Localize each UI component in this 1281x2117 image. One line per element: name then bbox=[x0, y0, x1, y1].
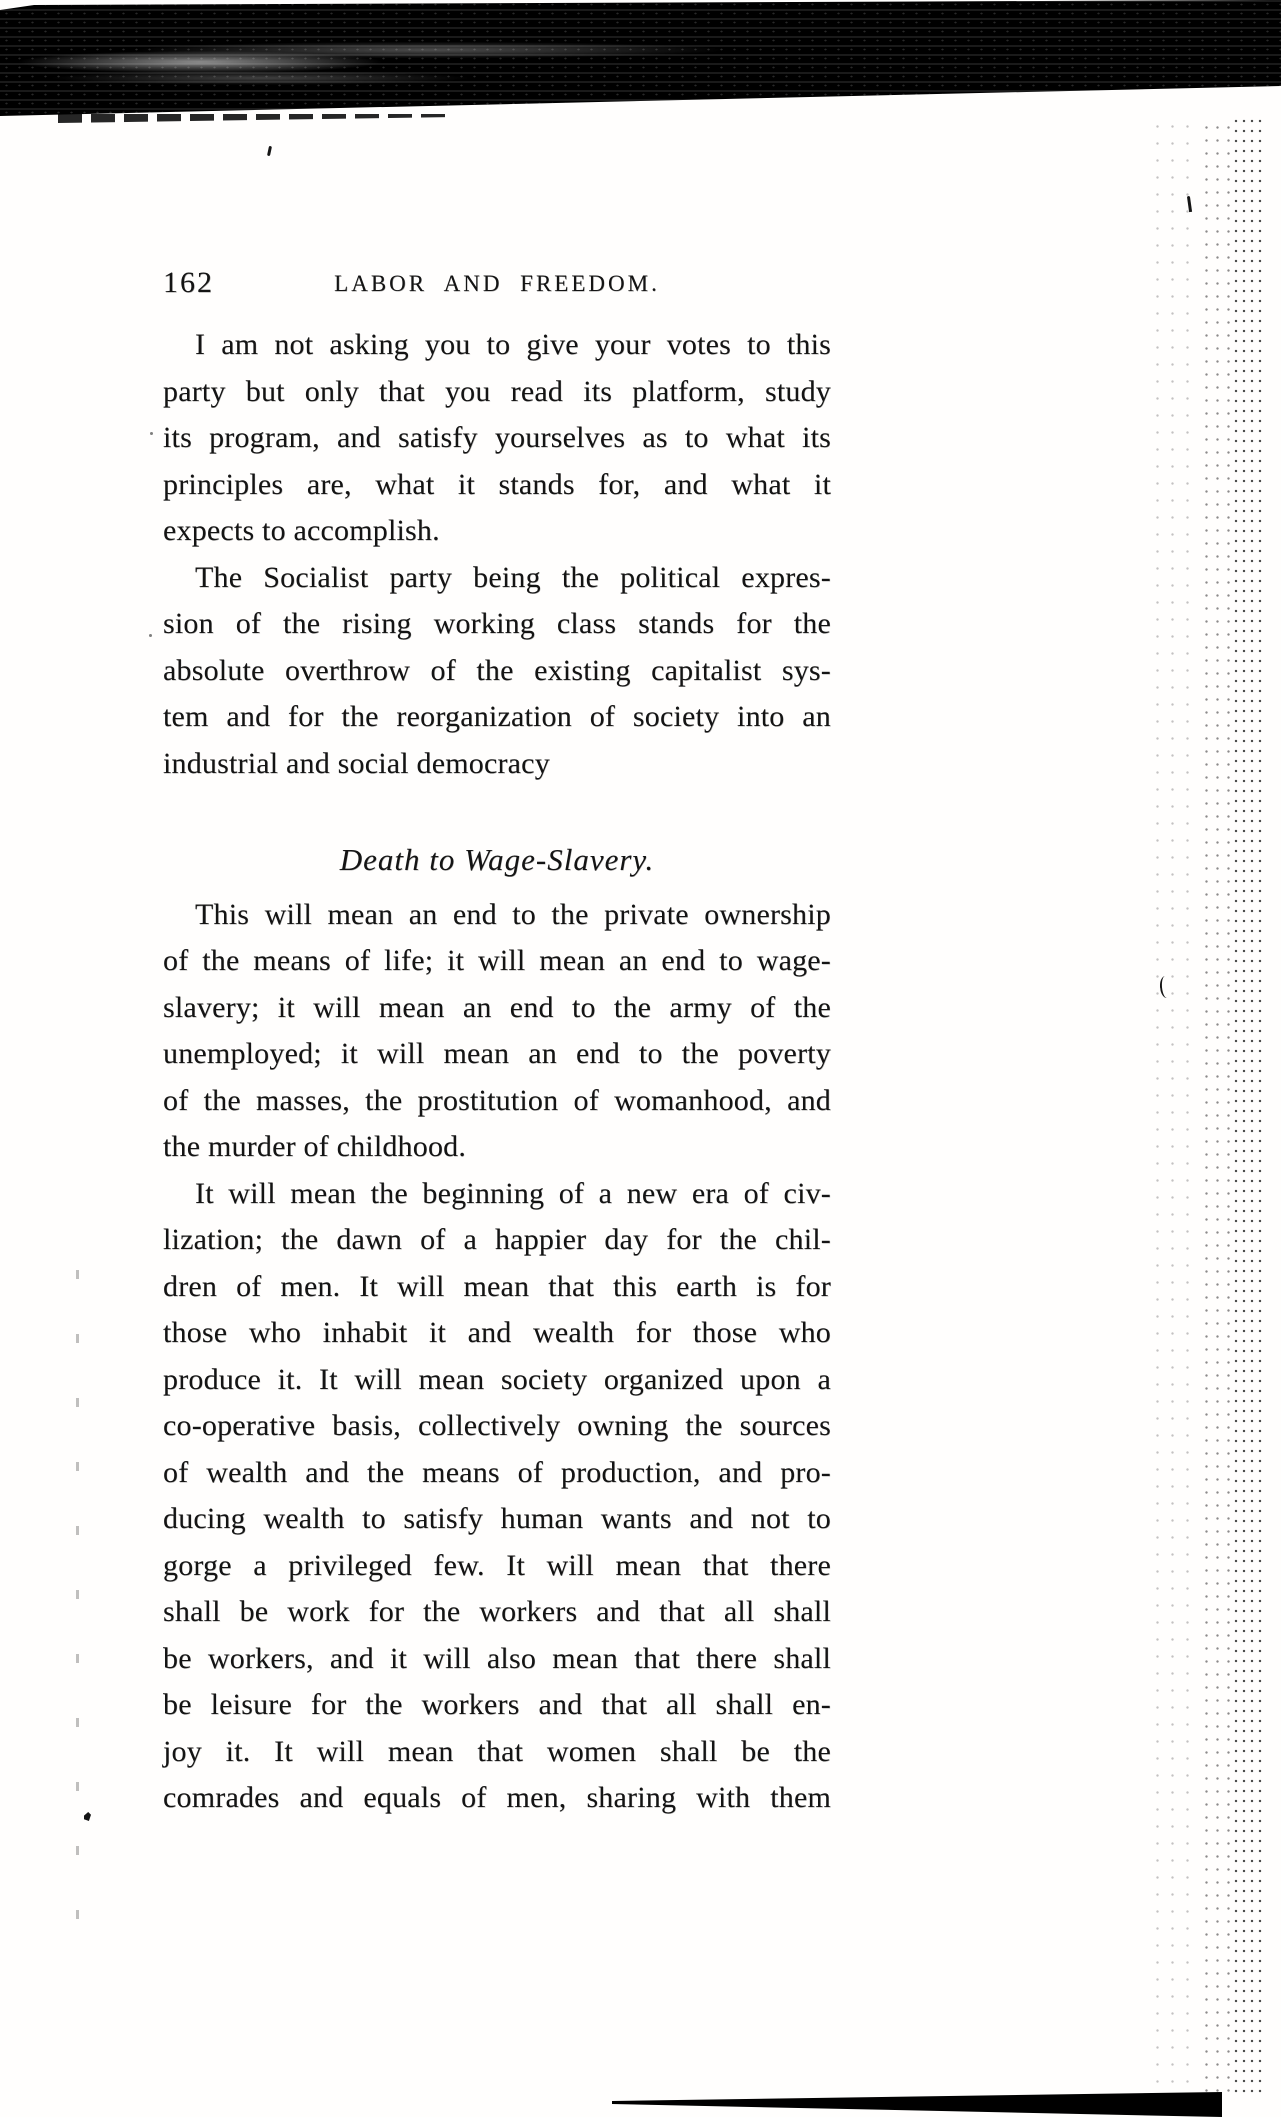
scan-speck bbox=[267, 146, 272, 156]
section-heading: Death to Wage-Slavery. bbox=[339, 842, 655, 877]
scan-speck bbox=[150, 432, 153, 435]
paragraph bbox=[163, 1171, 831, 1822]
text-line: ducing wealth to satisfy human wants and not to bbox=[163, 1502, 831, 1535]
text-line: slavery; it will mean an end to the army of the bbox=[163, 990, 831, 1024]
running-header bbox=[163, 266, 831, 308]
scan-speckle-column-inner bbox=[1231, 114, 1262, 2095]
text-line: be leisure for the workers and that all shall en- bbox=[163, 1688, 831, 1721]
text-line: industrial and social democracy bbox=[163, 746, 550, 780]
scan-speck bbox=[149, 634, 152, 637]
page-number: 162 bbox=[163, 266, 214, 299]
text-line: This will mean an end to the private ownership bbox=[195, 897, 831, 931]
text-line: tem and for the reorganization of society into an bbox=[163, 700, 831, 733]
text-line: of the means of life; it will mean an end to wage- bbox=[163, 944, 831, 977]
text-line: co-operative basis, collectively owning the sources bbox=[163, 1409, 831, 1442]
paragraph bbox=[163, 892, 831, 1171]
text-line: the murder of childhood. bbox=[163, 1130, 467, 1163]
text-line: absolute overthrow of the existing capitalist sys- bbox=[163, 653, 831, 687]
body-text bbox=[163, 322, 831, 1822]
text-line: those who inhabit it and wealth for those who bbox=[163, 1316, 831, 1349]
text-line: be workers, and it will also mean that there shall bbox=[163, 1641, 831, 1675]
scan-speckle-left-edge bbox=[76, 1270, 79, 1930]
text-line: sion of the rising working class stands for the bbox=[163, 607, 831, 640]
text-line: The Socialist party being the political expres- bbox=[195, 560, 831, 594]
scan-artifact-top-band bbox=[0, 0, 1281, 122]
text-line: comrades and equals of men, sharing with them bbox=[163, 1781, 831, 1814]
text-line: principles are, what it stands for, and what it bbox=[163, 467, 831, 501]
text-line: of the masses, the prostitution of womanhood, and bbox=[163, 1083, 831, 1117]
text-line: unemployed; it will mean an end to the poverty bbox=[163, 1037, 831, 1070]
text-line: I am not asking you to give your votes to this bbox=[195, 328, 831, 361]
text-line: joy it. It will mean that women shall be the bbox=[163, 1734, 831, 1768]
scan-speckle-column-mid bbox=[1198, 116, 1234, 2094]
text-line: party but only that you read its platform, study bbox=[163, 374, 831, 408]
running-header-title: LABOR AND FREEDOM. bbox=[334, 271, 660, 296]
paragraph bbox=[163, 322, 831, 555]
scan-artifact-band-fragment bbox=[58, 114, 448, 123]
text-line: its program, and satisfy yourselves as to what its bbox=[163, 421, 831, 454]
text-line: of wealth and the means of production, and pro- bbox=[163, 1455, 831, 1489]
paragraph bbox=[163, 555, 831, 788]
scan-artifact-bottom-wedge bbox=[612, 2092, 1222, 2117]
text-line: shall be work for the workers and that all shall bbox=[163, 1595, 831, 1628]
text-line: gorge a privileged few. It will mean that there bbox=[163, 1548, 831, 1582]
text-line: produce it. It will mean society organized upon a bbox=[163, 1362, 831, 1396]
text-line: It will mean the beginning of a new era of civ- bbox=[195, 1176, 831, 1210]
scan-speckle-column-outer bbox=[1150, 118, 1198, 2093]
scan-speck bbox=[84, 1812, 91, 1821]
text-line: expects to accomplish. bbox=[163, 514, 440, 547]
text-line: dren of men. It will mean that this earth is for bbox=[163, 1269, 831, 1303]
text-line: lization; the dawn of a happier day for the chil- bbox=[163, 1223, 831, 1256]
